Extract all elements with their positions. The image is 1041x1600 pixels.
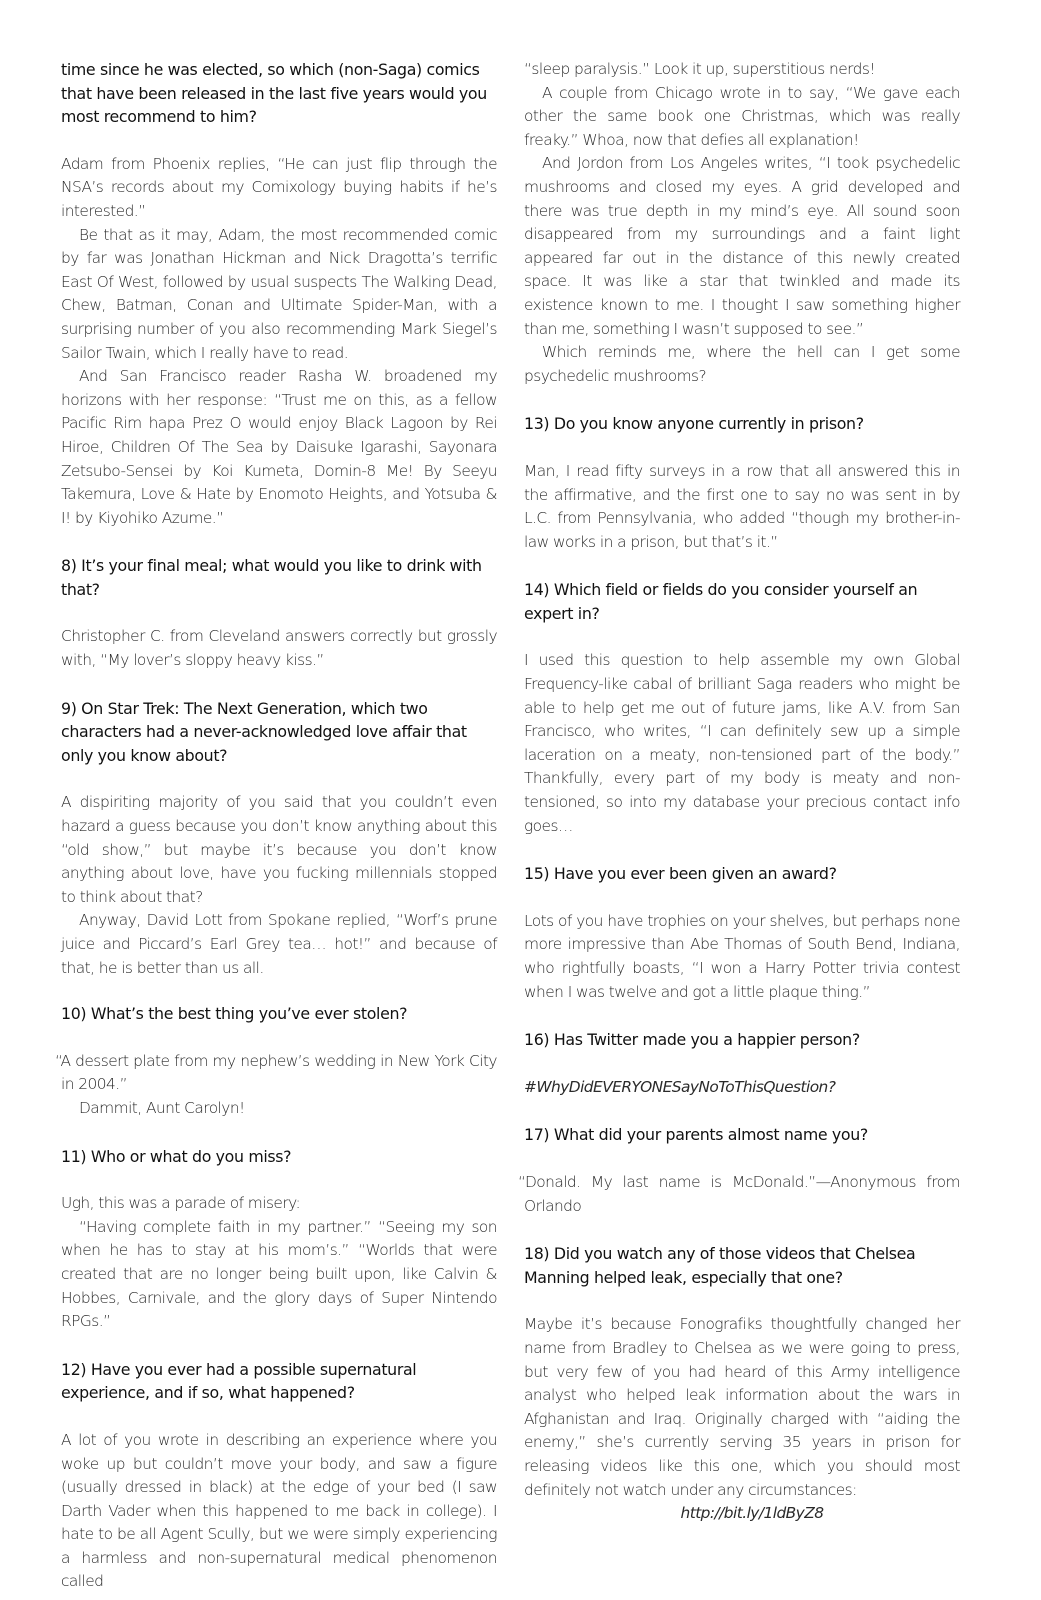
- answer-8: Christopher C. from Cleveland answers correctly but grossly with, “My lover’s sloppy heavy kiss.”: [61, 627, 497, 670]
- question-16: 16) Has Twitter made you a happier person?: [524, 1030, 860, 1050]
- right-column: [518, 58, 960, 1526]
- question-17: 17) What did your parents almost name you?: [524, 1125, 868, 1145]
- question-14: 14) Which field or fields do you consider yourself an expert in?: [524, 580, 918, 623]
- question-10: 10) What’s the best thing you’ve ever stolen?: [61, 1004, 408, 1024]
- answer-9-para-1: A dispiriting majority of you said that you couldn’t even hazard a guess because you don’t know anything about this “old show,” but maybe it’s because you don’t know anything about love, have you fucking millennials stopped to think about that?: [61, 793, 497, 906]
- answer-10-para-1: “A dessert plate from my nephew’s wedding in New York City in 2004.”: [55, 1051, 497, 1094]
- answer-14: I used this question to help assemble my own Global Frequency-like cabal of brilliant Saga readers who might be able to help get me out of future jams, like A.V. from San Francisco, who writes, “I can definitely sew up a simple laceration on a meaty, non-tensioned part of the body.” Thankfully, every part of my body is meaty and non-tensioned, so into my database your precious contact info goes…: [524, 651, 960, 835]
- question-18: 18) Did you watch any of those videos that Chelsea Manning helped leak, especially that one?: [524, 1244, 916, 1287]
- answer-7-para-1: Adam from Phoenix replies, “He can just flip through the NSA’s records about my Comixology buying habits if he’s interested.”: [61, 154, 497, 220]
- question-13: 13) Do you know anyone currently in prison?: [524, 414, 864, 434]
- answer-7-para-2: Be that as it may, Adam, the most recommended comic by far was Jonathan Hickman and Nick Dragotta’s terrific East Of West, followed by usual suspects The Walking Dead, Chew, Batman, Conan and Ultimate Spider-Man, with a surprising number of you also recommending Mark Siegel’s Sailor Twain, which I really have to read.: [61, 225, 497, 362]
- question-9: 9) On Star Trek: The Next Generation, which two characters had a never-acknowledged love affair that only you know about?: [61, 698, 467, 765]
- answer-16: #WhyDidEVERYONESayNoToThisQuestion?: [524, 1077, 836, 1096]
- answer-11-para-1: Ugh, this was a parade of misery:: [61, 1194, 301, 1213]
- answer-18: Maybe it’s because Fonografiks thoughtfully changed her name from Bradley to Chelsea as we were going to press, but very few of you had heard of this Army intelligence analyst who helped leak information about the wars in Afghanistan and Iraq. Originally charged with “aiding the enemy,” she’s currently serving 35 years in prison for releasing videos like this one, which you should most definitely not watch under any circumstances:: [524, 1315, 960, 1499]
- answer-12-para-2: A couple from Chicago wrote in to say, “We gave each other the same book one Christmas, which was really freaky.” Whoa, now that defies all explanation!: [524, 83, 960, 149]
- answer-12-para-1: A lot of you wrote in describing an experience where you woke up but couldn’t move your body, and saw a figure (usually dressed in black) at the edge of your bed (I saw Darth Vader when this happened to me back in college). I hate to be all Agent Scully, but we were simply experiencing a harmless and non-supernatural medical phenomenon called: [61, 1430, 497, 1591]
- answer-10-para-2: Dammit, Aunt Carolyn!: [79, 1098, 245, 1117]
- answer-17: “Donald. My last name is McDonald.”—Anonymous from Orlando: [518, 1172, 960, 1215]
- question-15: 15) Have you ever been given an award?: [524, 864, 837, 884]
- answer-12-para-3: And Jordon from Los Angeles writes, “I took psychedelic mushrooms and closed my eyes. A grid developed and there was true depth in my mind’s eye. All sound soon disappeared from my surroundings and a faint light appeared far out in the distance of this newly created space. It was like a star that twinkled and made its existence known to me. I thought I saw something higher than me, something I wasn’t supposed to see.”: [524, 154, 960, 338]
- answer-9-para-2: Anyway, David Lott from Spokane replied, “Worf’s prune juice and Piccard’s Earl Grey tea… hot!” and because of that, he is better than us all.: [61, 911, 497, 977]
- question-7-tail: time since he was elected, so which (non-Saga) comics that have been released in the last five years would you most recommend to him?: [61, 60, 487, 127]
- answer-7-para-3: And San Francisco reader Rasha W. broadened my horizons with her response: “Trust me on this, as a fellow Pacific Rim hapa Prez O would enjoy Black Lagoon by Rei Hiroe, Children Of The Sea by Daisuke Igarashi, Sayonara Zetsubo-Sensei by Koi Kumeta, Domin-8 Me! By Seeyu Takemura, Love & Hate by Enomoto Heights, and Yotsuba & I! by Kiyohiko Azume.”: [61, 367, 497, 527]
- answer-13: Man, I read fifty surveys in a row that all answered this in the affirmative, and the first one to say no was sent in by L.C. from Pennsylvania, who added “though my brother-in-law works in a prison, but that’s it.”: [524, 461, 960, 551]
- answer-15: Lots of you have trophies on your shelves, but perhaps none more impressive than Abe Thomas of South Bend, Indiana, who rightfully boasts, “I won a Harry Potter trivia contest when I was twelve and got a little plaque thing.”: [524, 911, 960, 1001]
- question-8: 8) It’s your final meal; what would you like to drink with that?: [61, 556, 482, 599]
- answer-12-para-4: Which reminds me, where the hell can I get some psychedelic mushrooms?: [524, 343, 960, 385]
- left-column: [55, 58, 497, 1594]
- leak-video-link[interactable]: http://bit.ly/1ldByZ8: [680, 1504, 824, 1523]
- question-11: 11) Who or what do you miss?: [61, 1146, 292, 1166]
- answer-11-para-2: “Having complete faith in my partner.” “Seeing my son when he has to stay at his mom’s.” “Worlds that were created that are no longer being built upon, like Calvin & Hobbes, Carnivale, and the glory days of Super Nintendo RPGs.”: [61, 1217, 497, 1331]
- question-12: 12) Have you ever had a possible supernatural experience, and if so, what happened?: [61, 1359, 417, 1403]
- answer-12-tail: “sleep paralysis.” Look it up, superstitious nerds!: [524, 60, 875, 78]
